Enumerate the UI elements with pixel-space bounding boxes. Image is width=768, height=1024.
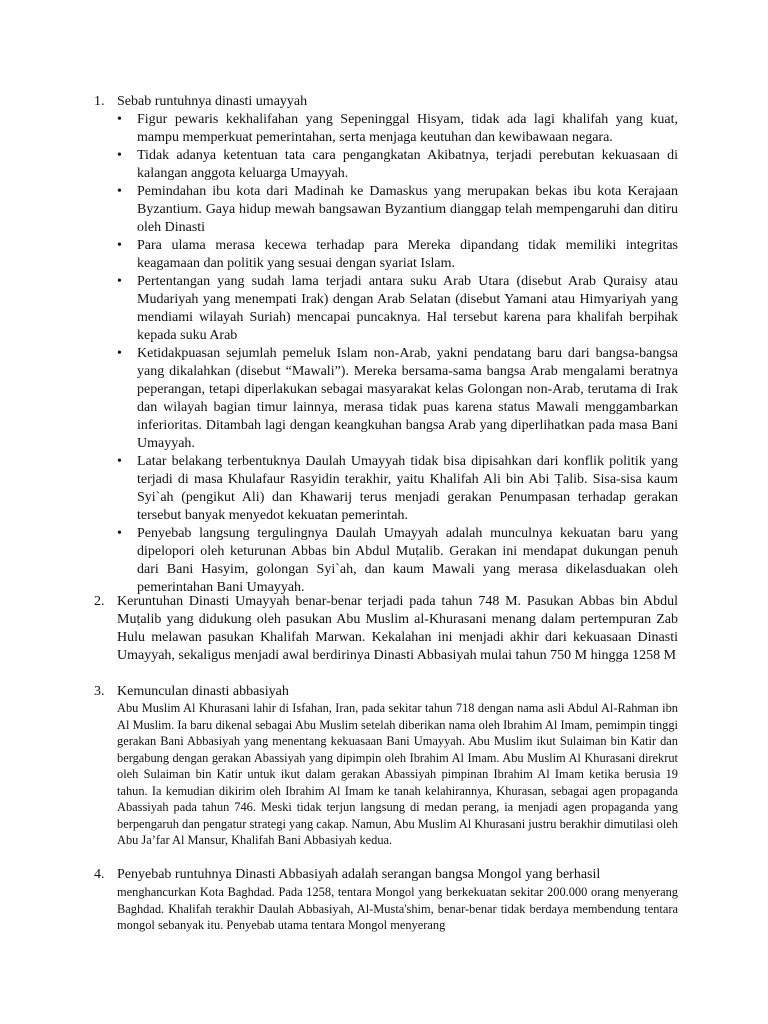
item-2 [94,593,678,665]
bullet-item [117,525,678,597]
bullet-text: Latar belakang terbentuknya Daulah Umayyah tidak bisa dipisahkan dari konflik politik yang terjadi di masa Khulafaur Rasyidin terakhir, yaitu Khalifah Ali bin Abi Ṭalib. Sisa-sisa kaum Syi`ah (pengikut Ali) dan Khawarij terus menjadi gerakan Penumpasan terhadap gerakan tersebut banyak menyedot kekuatan pemerintah. [137,454,678,523]
bullet-text: Para ulama merasa kecewa terhadap para Mereka dipandang tidak memiliki integritas keagamaan dan politik yang sesuai dengan syariat Islam. [137,238,678,271]
bullet-text: Figur pewaris kekhalifahan yang Sepeninggal Hisyam, tidak ada lagi khalifah yang kuat, mampu memperkuat pemerintahan, serta menjaga keutuhan dan kewibawaan negara. [137,112,678,145]
item-4-body: menghancurkan Kota Baghdad. Pada 1258, tentara Mongol yang berkekuatan sekitar 200.000 orang menyerang Baghdad. Khalifah terakhir Daulah Abbasiyah, Al-Musta'shim, benar-benar tidak berdaya membendung tentara mongol sebanyak itu. Penyebab utama tentara Mongol menyerang [117,885,678,932]
bullet-item [117,111,678,147]
item-3-body: Abu Muslim Al Khurasani lahir di Isfahan, Iran, pada sekitar tahun 718 dengan nama asli Abdul Al-Rahman ibn Al Muslim. Ia baru dikenal sebagai Abu Muslim setelah diberikan nama oleh Ibrahim Al Imam, pemimpin tinggi gerakan Bani Abbasiyah yang menentang kekuasaan Bani Umayyah. Abu Muslim ikut Sulaiman bin Katir dan bergabung dengan gerakan Abassiyah yang dipimpin oleh Ibrahim Al Imam. Abu Muslim Al Khurasani direkrut oleh Sulaiman bin Katir untuk ikut dalam gerakan Abassiyah pimpinan Ibrahim Al Imam ketika berusia 19 tahun. Ia kemudian dikirim oleh Ibrahim Al Imam ke tanah kelahirannya, Khurasan, sebagai agen propaganda Abassiyah pada tahun 746. Meski tidak terjun langsung di medan perang, ia menjadi agen propaganda yang berpengaruh dan pengatur strategi yang cakap. Namun, Abu Muslim Al Khurasani justru berakhir dimutilasi oleh Abu Ja’far Al Mansur, Khalifah Bani Abbasiyah kedua. [117,701,678,847]
bullet-item [117,273,678,345]
bullet-dot: • [117,454,122,469]
item-4-number: 4. [94,867,105,882]
bullet-dot: • [117,346,122,361]
item-3-title: Kemunculan dinasti abbasiyah [117,684,289,699]
bullet-dot: • [117,526,122,541]
item-3 [94,683,678,701]
bullet-dot: • [117,112,122,127]
bullet-dot: • [117,148,122,163]
item-2-text: Keruntuhan Dinasti Umayyah benar-benar terjadi pada tahun 748 M. Pasukan Abbas bin Abdul Muṭalib yang didukung oleh pasukan Abu Muslim al-Khurasani menang dalam pertempuran Zab Hulu melawan pasukan Khalifah Marwan. Kekalahan ini menjadi akhir dari kekuasaan Dinasti Umayyah, sekaligus menjadi awal berdirinya Dinasti Abbasiyah mulai tahun 750 M hingga 1258 M [117,594,678,663]
bullet-text: Tidak adanya ketentuan tata cara pengangkatan Akibatnya, terjadi perebutan kekuasaan di kalangan anggota keluarga Umayyah. [137,148,678,181]
bullet-dot: • [117,274,122,289]
item-1-bullet-list [117,111,678,597]
item-4 [94,866,678,884]
item-1-number: 1. [94,94,105,109]
bullet-text: Pemindahan ibu kota dari Madinah ke Damaskus yang merupakan bekas ibu kota Kerajaan Byzantium. Gaya hidup mewah bangsawan Byzantium dianggap telah mempengaruhi dan ditiru oleh Dinasti [137,184,678,235]
item-2-number: 2. [94,594,105,609]
bullet-item [117,237,678,273]
item-1-title: Sebab runtuhnya dinasti umayyah [117,94,308,109]
bullet-item [117,345,678,453]
bullet-dot: • [117,238,122,253]
item-1 [94,93,678,111]
item-3-number: 3. [94,684,105,699]
bullet-text: Pertentangan yang sudah lama terjadi antara suku Arab Utara (disebut Arab Quraisy atau Mudariyah yang menempati Irak) dengan Arab Selatan (disebut Yamani atau Himyariyah yang mendiami wilayah Suriah) mencapai puncaknya. Hal tersebut karena para khalifah berpihak kepada suku Arab [137,274,678,343]
bullet-item [117,183,678,237]
item-4-first-line: Penyebab runtuhnya Dinasti Abbasiyah adalah serangan bangsa Mongol yang berhasil [117,867,601,882]
bullet-text: Ketidakpuasan sejumlah pemeluk Islam non-Arab, yakni pendatang baru dari bangsa-bangsa yang dikalahkan (disebut “Mawali”). Mereka bersama-sama bangsa Arab mengalami beratnya peperangan, tetapi diperlakukan sebagai masyarakat kelas Golongan non-Arab, terutama di Irak dan wilayah bagian timur lainnya, merasa tidak puas karena status Mawali menggambarkan inferioritas. Ditambah lagi dengan keangkuhan bangsa Arab yang diperlihatkan pada masa Bani Umayyah. [137,346,678,451]
bullet-item [117,453,678,525]
bullet-dot: • [117,184,122,199]
bullet-item [117,147,678,183]
bullet-text: Penyebab langsung tergulingnya Daulah Umayyah adalah munculnya kekuatan baru yang dipelopori oleh keturunan Abbas bin Abdul Muṭalib. Gerakan ini mendapat dukungan penuh dari Bani Hasyim, golongan Syi`ah, dan kaum Mawali yang merasa dikelasduakan oleh pemerintahan Bani Umayyah. [137,526,678,595]
